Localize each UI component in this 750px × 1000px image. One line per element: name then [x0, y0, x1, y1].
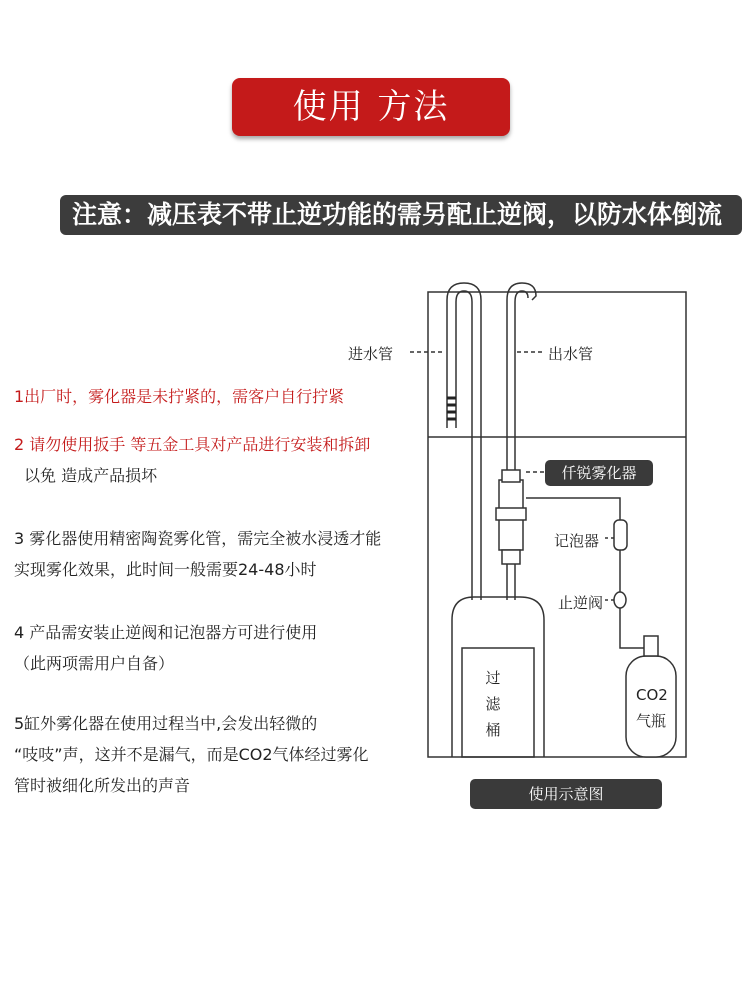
filter-label-char-1: 过 [485, 669, 501, 687]
co2-line [526, 498, 620, 520]
co2-label: CO2 [636, 686, 668, 704]
instruction-4-line1: 4 产品需安装止逆阀和记泡器方可进行使用 [14, 623, 318, 642]
co2-cylinder [626, 656, 676, 757]
filter-canister-label [478, 665, 508, 743]
check-valve-label: 止逆阀 [558, 594, 604, 612]
instruction-4-line2: （此两项需用户自备） [14, 654, 175, 673]
diagram-caption: 使用示意图 [470, 779, 662, 809]
instruction-5-line3: 管时被细化所发出的声音 [14, 776, 191, 795]
inlet-pipe [447, 283, 481, 600]
inlet-pipe-label: 进水管 [348, 345, 394, 363]
instruction-2-line1: 2 请勿使用扳手 等五金工具对产品进行安装和拆卸 [14, 435, 371, 454]
cylinder-label: 气瓶 [636, 712, 667, 730]
check-valve [614, 592, 626, 608]
bubble-counter-label: 记泡器 [554, 532, 600, 550]
filter-label-char-3: 桶 [485, 721, 501, 739]
notice-banner: 注意：减压表不带止逆功能的需另配止逆阀，以防水体倒流 [60, 195, 742, 235]
bubble-counter [614, 520, 627, 550]
filter-label-char-2: 滤 [485, 695, 501, 713]
outlet-pipe-label: 出水管 [548, 345, 594, 363]
instruction-2-line2: 以免 造成产品损坏 [24, 466, 158, 485]
instruction-3-line1: 3 雾化器使用精密陶瓷雾化管，需完全被水浸透才能 [14, 529, 382, 548]
instruction-5-line2: “吱吱”声，这并不是漏气，而是CO2气体经过雾化 [14, 745, 369, 764]
page-title: 使用 方法 [232, 78, 510, 136]
instruction-3-line2: 实现雾化效果，此时间一般需要24-48小时 [14, 560, 317, 579]
atomizer-callout: 仟锐雾化器 [545, 460, 653, 486]
instruction-5-line1: 5缸外雾化器在使用过程当中,会发出轻微的 [14, 714, 318, 733]
instruction-1-text: 1出厂时，雾化器是未拧紧的，需客户自行拧紧 [14, 387, 345, 406]
